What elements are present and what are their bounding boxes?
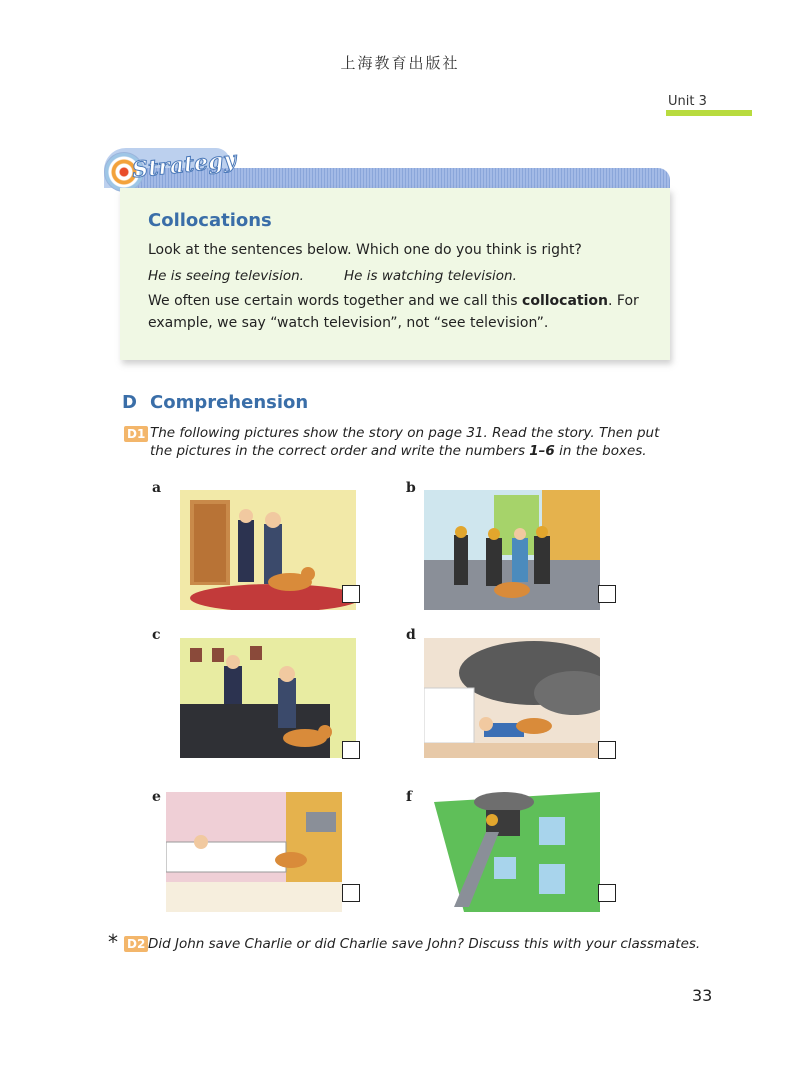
- picture-label-a: a: [152, 480, 162, 496]
- dog-guiding-man-to-door-icon: [180, 490, 356, 610]
- firefighter-rescue-ladder-icon: [424, 792, 600, 912]
- example-wrong: He is seeing television.: [148, 268, 304, 284]
- explanation-line-2: example, we say “watch television”, not “see television”.: [148, 315, 549, 331]
- page-number: 33: [692, 986, 713, 1005]
- publisher-name: 上海教育出版社: [340, 54, 460, 72]
- unit-accent-bar: [666, 110, 752, 116]
- d1-tag: D1: [124, 426, 148, 442]
- answer-box-c[interactable]: [342, 741, 360, 759]
- d1-text-a: the pictures in the correct order and write the numbers: [150, 443, 530, 459]
- explanation-text-2: . For: [608, 293, 639, 309]
- d1-numbers: 1–6: [529, 443, 555, 459]
- dog-pulling-man-from-smoke-icon: [424, 638, 600, 758]
- answer-box-e[interactable]: [342, 884, 360, 902]
- firefighters-and-dog-icon: [424, 490, 600, 610]
- answer-box-b[interactable]: [598, 585, 616, 603]
- picture-label-f: f: [406, 789, 413, 805]
- answer-box-f[interactable]: [598, 884, 616, 902]
- d1-text-b: in the boxes.: [554, 443, 647, 459]
- picture-label-e: e: [152, 789, 161, 805]
- answer-box-d[interactable]: [598, 741, 616, 759]
- strategy-title: Collocations: [148, 210, 272, 231]
- explanation-text-1: We often use certain words together and we call this: [148, 293, 523, 309]
- dog-waking-man-in-bed-icon: [166, 792, 342, 912]
- strategy-label: Strategy: [130, 146, 238, 184]
- section-letter: D: [122, 392, 137, 413]
- explanation-bold: collocation: [522, 293, 609, 309]
- section-title: Comprehension: [150, 392, 309, 413]
- example-right: He is watching television.: [344, 268, 517, 284]
- strategy-question: Look at the sentences below. Which one do you think is right?: [148, 242, 582, 258]
- unit-label: Unit 3: [668, 94, 707, 109]
- picture-label-c: c: [152, 627, 161, 643]
- explanation-line-1: [148, 293, 639, 309]
- answer-box-a[interactable]: [342, 585, 360, 603]
- d2-instruction: Did John save Charlie or did Charlie save John? Discuss this with your classmates.: [148, 936, 701, 952]
- d1-instruction-line-2: [150, 443, 647, 459]
- picture-label-d: d: [406, 627, 416, 643]
- d2-tag: D2: [124, 936, 148, 952]
- picture-label-b: b: [406, 480, 416, 496]
- man-with-dog-at-hotel-desk-icon: [180, 638, 356, 758]
- d1-instruction-line-1: The following pictures show the story on page 31. Read the story. Then put: [150, 425, 660, 441]
- challenge-star-marker: *: [108, 930, 118, 954]
